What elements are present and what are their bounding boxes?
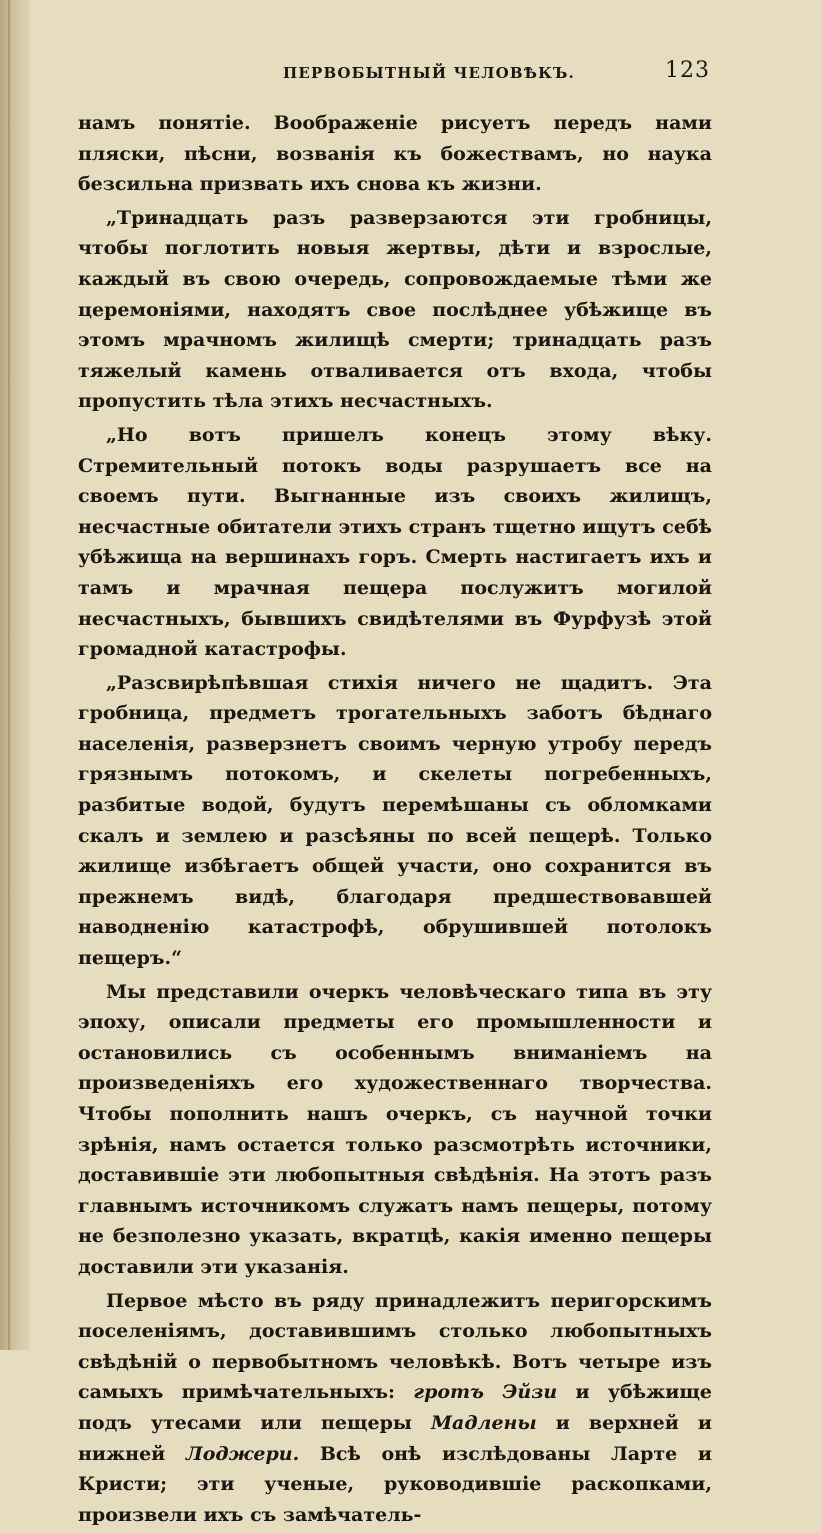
paragraph-6-part-2: и убѣжище подъ утесами или пещеры xyxy=(78,1381,713,1434)
paragraph-5: Мы представили очеркъ человѣческаго типа въ эту эпоху, описали предметы его промышленности и остановились съ особеннымъ вниманіемъ на произведеніяхъ его художественнаго творчества. Чтобы пополнить нашъ очеркъ, съ научной точки зрѣнія, намъ остается только разсмотрѣть источники, доставившіе эти любопытныя свѣдѣнія. На этотъ разъ главнымъ источникомъ служатъ намъ пещеры, потому не безполезно указать, вкратцѣ, какія именно пещеры доставили эти указанія. xyxy=(78,980,712,1278)
page-header xyxy=(78,58,712,88)
paragraph-4: „Разсвирѣпѣвшая стихія ничего не щадитъ. Эта гробница, предметъ трогательныхъ заботъ бѣднаго населенія, разверзнетъ своимъ черную утробу передъ грязнымъ потокомъ, и скелеты погребенныхъ, разбитые водой, будутъ перемѣшаны съ обломками скалъ и землею и разсѣяны по всей пещерѣ. Только жилище избѣгаетъ общей участи, оно сохранится въ прежнемъ видѣ, благодаря предшествовавшей наводненію катастрофѣ, обрушившей потолокъ пещеръ.“ xyxy=(78,671,712,970)
paragraph-6-part-4: Всѣ онѣ изслѣдованы Ларте и Кристи; эти ученые, руководившіе раскопками, произвели ихъ съ замѣчатель- xyxy=(78,1442,712,1526)
italic-place-laugerie: Лоджери. xyxy=(185,1442,300,1465)
paragraph-6 xyxy=(78,1286,712,1531)
running-title: ПЕРВОБЫТНЫЙ ЧЕЛОВѢКЪ. xyxy=(283,64,575,82)
body-text xyxy=(78,108,712,1533)
page-gutter-shadow xyxy=(0,0,30,1350)
paragraph-1: намъ понятіе. Воображеніе рисуетъ передъ нами пляски, пѣсни, возванія къ божествамъ, но наука безсильна призвать ихъ снова къ жизни. xyxy=(78,112,712,196)
paragraph-6-part-3: и верхней и нижней xyxy=(78,1411,712,1465)
page-number: 123 xyxy=(665,58,710,83)
italic-place-grotto-eyzies: гротъ Эйзи xyxy=(413,1381,558,1404)
paragraph-3: „Но вотъ пришелъ конецъ этому вѣку. Стремительный потокъ воды разрушаетъ все на своемъ пути. Выгнанные изъ своихъ жилищъ, несчастные обитатели этихъ странъ тщетно ищутъ себѣ убѣжища на вершинахъ горъ. Смерть настигаетъ ихъ и тамъ и мрачная пещера послужитъ могилой несчастныхъ, бывшихъ свидѣтелями въ Фурфузѣ этой громадной катастрофы. xyxy=(78,423,712,661)
paragraph-6-part-1: Первое мѣсто въ ряду принадлежитъ перигорскимъ поселеніямъ, доставившимъ столько любопытныхъ свѣдѣній о первобытномъ человѣкѣ. Вотъ четыре изъ самыхъ примѣчательныхъ: xyxy=(78,1289,712,1404)
paragraph-2: „Тринадцать разъ разверзаются эти гробницы, чтобы поглотить новыя жертвы, дѣти и взрослые, каждый въ свою очередь, сопровождаемые тѣми же церемоніями, находятъ свое послѣднее убѣжище въ этомъ мрачномъ жилищѣ смерти; тринадцать разъ тяжелый камень отваливается отъ входа, чтобы пропустить тѣла этихъ несчастныхъ. xyxy=(78,206,712,413)
italic-place-madeleine: Мадлены xyxy=(430,1411,537,1434)
